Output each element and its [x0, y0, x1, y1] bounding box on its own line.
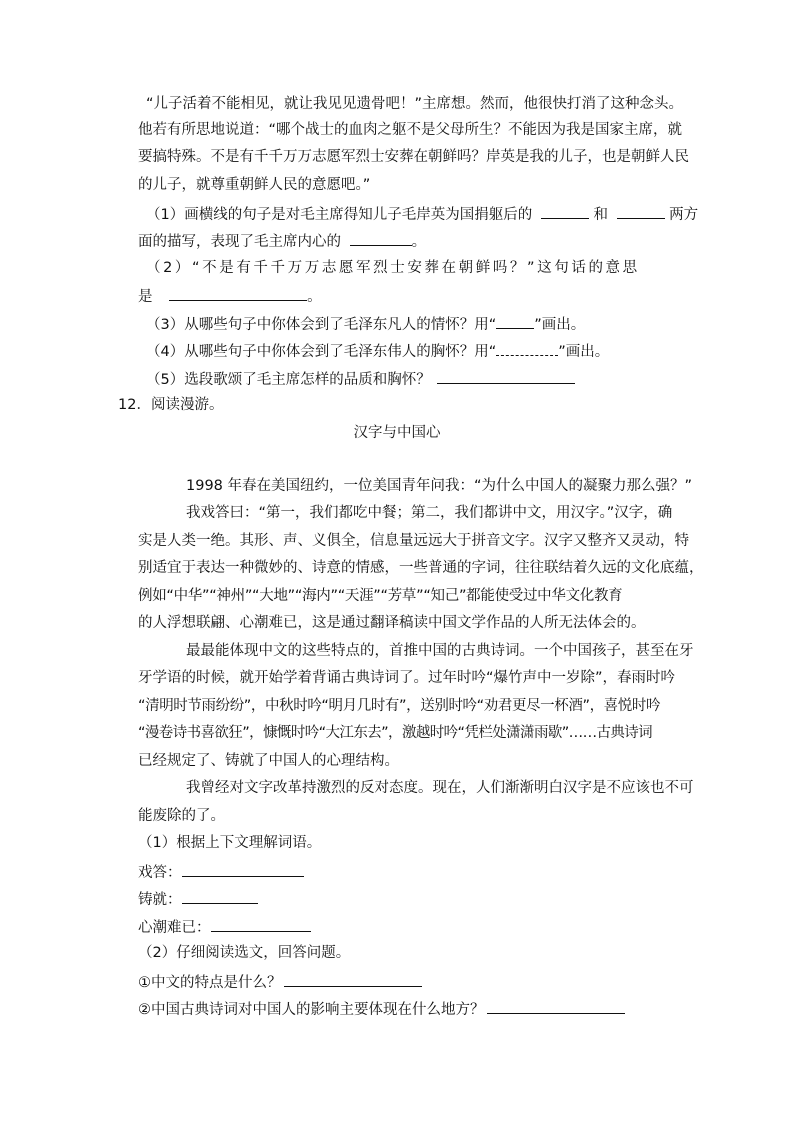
- q12-passage-line: “漫卷诗书喜欲狂”，慷慨时吟“大江东去”，激越时吟“凭栏处潇潇雨歇”……古典诗词: [138, 725, 653, 741]
- passage1-line-3: 要搞特殊。不是有千千万万志愿军烈士安葬在朝鲜吗？岸英是我的儿子，也是朝鲜人民: [138, 149, 689, 165]
- q11-sub2-shi: 是: [138, 289, 153, 305]
- q12-word3-row: [138, 916, 311, 938]
- q11-sub1-text2: 面的描写，表现了毛主席内心的: [138, 234, 341, 250]
- q12-passage-line: 别适宜于表达一种微妙的、诗意的情感，一些普通的字词，往往联结着久远的文化底蕴，: [138, 560, 704, 576]
- q11-sub2-line2: [138, 285, 322, 307]
- q12-passage-line: “清明时节雨纷纷”，中秋时吟“明月几时有”，送别时吟“劝君更尽一杯酒”，喜悦时吟: [138, 698, 661, 714]
- passage1-line-2: 他若有所思地说道：“哪个战士的血肉之躯不是父母所生？不能因为我是国家主席，就: [138, 122, 683, 138]
- answer-blank[interactable]: [350, 230, 412, 246]
- answer-blank[interactable]: [182, 861, 304, 877]
- q11-sub3-text: （3）从哪些句子中你体会到了毛泽东凡人的情怀？用“: [146, 317, 497, 333]
- q11-sub1-line2: [138, 230, 426, 252]
- q12-passage-line: 能废除的了。: [138, 808, 225, 824]
- q12-passage-line: 实是人类一绝。其形、声、义俱全，信息量远远大于拼音文字。汉字又整齐又灵动，特: [138, 533, 689, 549]
- word-label: 铸就：: [138, 892, 182, 908]
- wavy-line-mark: [496, 340, 558, 356]
- q12-c2-row: [138, 998, 625, 1020]
- q12-passage-line: 我曾经对文字改革持激烈的反对态度。现在，人们渐渐明白汉字是不应该也不可: [186, 780, 694, 796]
- q12-c1-row: [138, 971, 422, 993]
- q12-passage-line: 我戏答曰：“第一，我们都吃中餐；第二，我们都讲中文，用汉字。”汉字，确: [186, 505, 673, 521]
- q12-passage-line: 已经规定了、铸就了中国人的心理结构。: [138, 753, 399, 769]
- passage1-line-4: 的儿子，就尊重朝鲜人民的意愿吧。”: [138, 177, 371, 193]
- passage1-line-1: “儿子活着不能相见，就让我见见遗骨吧！”主席想。然而，他很快打消了这种念头。: [146, 96, 684, 112]
- period: 。: [307, 289, 322, 305]
- answer-blank[interactable]: [182, 888, 258, 904]
- q12-sub2: （2）仔细阅读选文，回答问题。: [138, 945, 351, 961]
- question-text: ①中文的特点是什么？: [138, 975, 282, 991]
- q11-sub3: [146, 313, 585, 335]
- q12-passage-line: 最最能体现中文的这些特点的，首推中国的古典诗词。一个中国孩子，甚至在牙: [186, 643, 694, 659]
- answer-blank[interactable]: [487, 998, 625, 1014]
- q12-sub1: （1）根据上下文理解词语。: [138, 835, 322, 851]
- q11-sub1-and: 和: [593, 207, 608, 223]
- q11-sub4-end: ”画出。: [558, 344, 610, 360]
- q12-passage-line: 的人浮想联翩、心潮难已，这是通过翻译稿读中国文学作品的人所无法体会的。: [138, 615, 646, 631]
- q11-sub1-text: （1）画横线的句子是对毛主席得知儿子毛岸英为国捐躯后的: [146, 207, 533, 223]
- answer-blank[interactable]: [284, 971, 422, 987]
- q11-sub5: [146, 368, 575, 390]
- answer-blank[interactable]: [617, 203, 665, 219]
- answer-blank[interactable]: [541, 203, 589, 219]
- q12-word1-row: [138, 861, 304, 883]
- q11-sub3-end: ”画出。: [534, 317, 586, 333]
- underline-mark: [496, 313, 534, 329]
- q12-passage-line: 1998 年春在美国纽约，一位美国青年问我：“为什么中国人的凝聚力那么强？”: [186, 478, 693, 494]
- q11-sub5-text: （5）选段歌颂了毛主席怎样的品质和胸怀？: [146, 372, 431, 388]
- q12-heading: 12．阅读漫游。: [118, 397, 224, 413]
- q12-passage-line: 例如“中华”“神州”“大地”“海内”“天涯”“芳草”“知己”都能使受过中华文化教育: [138, 588, 623, 604]
- q11-sub1-line1: [146, 203, 698, 225]
- answer-blank[interactable]: [211, 916, 311, 932]
- answer-blank[interactable]: [437, 368, 575, 384]
- answer-blank[interactable]: [169, 285, 307, 301]
- q12-word2-row: [138, 888, 258, 910]
- q11-sub4-text: （4）从哪些句子中你体会到了毛泽东伟人的胸怀？用“: [146, 344, 497, 360]
- period: 。: [411, 234, 427, 250]
- q11-sub4: [146, 340, 609, 362]
- q12-passage-line: 牙学语的时候，就开始学着背诵古典诗词了。过年时吟“爆竹声中一岁除”，春雨时吟: [138, 670, 676, 686]
- passage-title: 汉字与中国心: [353, 425, 441, 441]
- word-label: 戏答：: [138, 865, 182, 881]
- question-text: ②中国古典诗词对中国人的影响主要体现在什么地方？: [138, 1002, 485, 1018]
- word-label: 心潮难已：: [138, 920, 211, 936]
- q11-sub1-two: 两方: [669, 207, 699, 223]
- q11-sub2-line1: （2）“不是有千千万万志愿军烈士安葬在朝鲜吗？”这句话的意思: [146, 260, 640, 276]
